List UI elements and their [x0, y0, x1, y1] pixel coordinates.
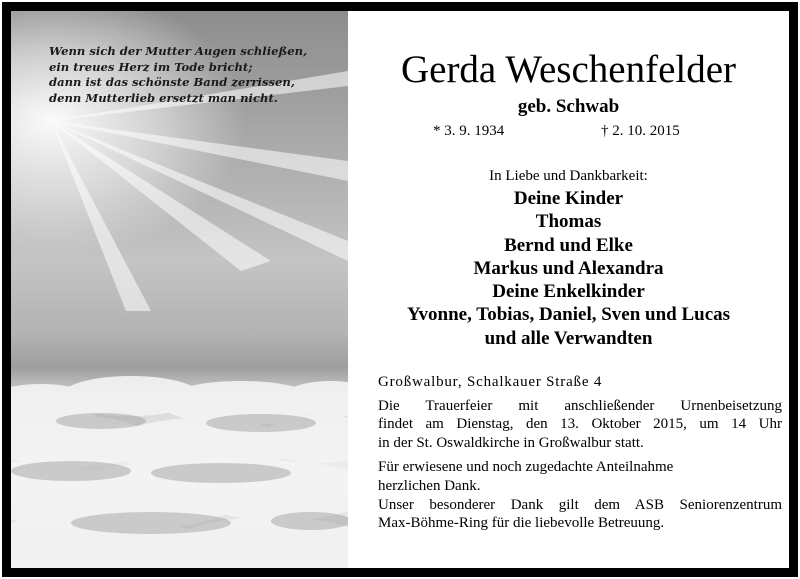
mourner-line: Bernd und Elke [504, 234, 633, 256]
mourners-intro: In Liebe und Dankbarkeit: [489, 168, 648, 184]
service-line: Die Trauerfeier mit anschließender Urnenbeisetzung [378, 397, 782, 414]
funeral-service-paragraph [378, 397, 782, 453]
verse-line: denn Mutterlieb ersetzt man nicht. [49, 90, 278, 105]
special-thanks-line: Max-Böhme-Ring für die liebevolle Betreuung. [378, 515, 665, 532]
thanks-line: Für erwiesene und noch zugedachte Anteilnahme [378, 459, 674, 476]
family-address: Großwalbur, Schalkauer Straße 4 [378, 374, 603, 390]
birth-date: * 3. 9. 1934 [433, 123, 505, 139]
death-date: † 2. 10. 2015 [601, 123, 680, 139]
obituary-notice [2, 2, 798, 577]
mourners-list [348, 187, 789, 350]
cloud-sky-photo [11, 11, 348, 568]
notice-text-panel [348, 11, 789, 568]
mourner-line: Deine Enkelkinder [492, 281, 645, 303]
thanks-paragraph [378, 458, 782, 532]
thanks-line: herzlichen Dank. [378, 477, 481, 494]
service-line: findet am Dienstag, den 13. Oktober 2015, um 14 Uhr [378, 416, 782, 433]
mourner-line: Markus und Alexandra [473, 257, 664, 279]
service-details [378, 373, 782, 539]
verse-line: ein treues Herz im Tode bricht; [49, 59, 253, 74]
mourner-line: und alle Verwandten [484, 327, 653, 349]
deceased-name: Gerda Weschenfelder [400, 48, 737, 91]
verse-line: dann ist das schönste Band zerrissen, [49, 75, 295, 89]
special-thanks-line: Unser besonderer Dank gilt dem ASB Seniorenzentrum [378, 496, 782, 513]
birth-name: geb. Schwab [517, 96, 620, 117]
mourner-line: Yvonne, Tobias, Daniel, Sven und Lucas [406, 304, 731, 326]
mourner-line: Deine Kinder [513, 188, 624, 209]
service-line: in der St. Oswaldkirche in Großwalbur statt. [378, 434, 644, 451]
verse-line: Wenn sich der Mutter Augen schließen, [49, 44, 308, 58]
mourner-line: Thomas [535, 211, 602, 233]
verse-text [49, 44, 339, 106]
